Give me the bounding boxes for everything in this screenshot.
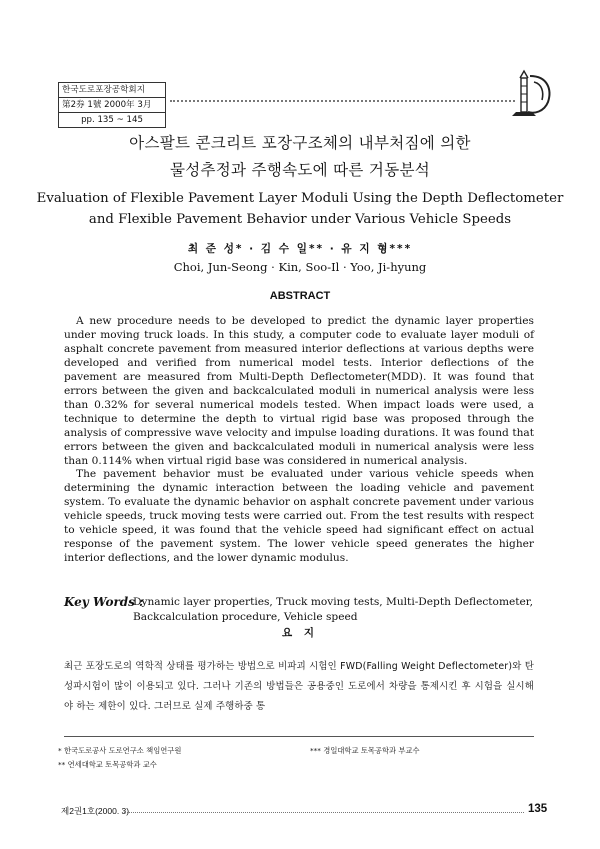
footnote-author-1: * 한국도로공사 도로연구소 책임연구원	[58, 746, 182, 755]
journal-pages: pp. 135 ~ 145	[81, 115, 143, 125]
keywords	[64, 595, 539, 624]
journal-name: 한국도로포장공학회지	[59, 83, 165, 98]
title-korean	[0, 130, 600, 184]
footnote-divider	[64, 736, 534, 737]
abstract-paragraph: A new procedure needs to be developed to predict the dynamic layer properties under moving truck loads. In this study, a computer code to evaluate layer moduli of asphalt concrete pavement from measured interior deflections at various depths were developed and verified from numerical model tests. Interior deflections of the pavement are measured from Multi-Depth Deflectometer(MDD). It was found that errors between the given and backcalculated moduli in numerical analysis were less than 0.32% for several numerical models tested. When impact loads were used, a technique to determine the depth to virtual rigid base was proposed through the analysis of compressive wave velocity and impulse loading durations. It was found that errors between the given and backcalculated moduli in numerical analysis were less than 0.114% when virtual rigid base was considered in numerical analysis.	[64, 315, 534, 467]
title-korean-text: 아스팔트 콘크리트 포장구조체의 내부처짐에 의한 물성추정과 주행속도에 따른 거동분석	[129, 134, 471, 179]
title-english-text: Evaluation of Flexible Pavement Layer Moduli Using the Depth Deflectometer and Flexible Pavement Behavior under Various Vehicle Speeds	[36, 191, 564, 227]
header-dotted-rule	[170, 100, 515, 102]
authors-korean: 최 준 성* · 김 수 일** · 유 지 형***	[187, 243, 413, 255]
abstract-heading: ABSTRACT	[269, 290, 331, 302]
summary-heading: 요 지	[282, 627, 318, 639]
footnote-author-2: ** 연세대학교 토목공학과 교수	[58, 760, 157, 769]
title-english	[0, 188, 600, 230]
journal-logo-icon	[508, 68, 554, 118]
footer-dotted-rule	[124, 812, 524, 813]
page-number: 135	[528, 803, 548, 815]
journal-volume: 第2券 1號 2000年 3月	[59, 98, 165, 113]
journal-info-box	[58, 82, 166, 128]
abstract-paragraph: The pavement behavior must be evaluated under various vehicle speeds when determining the dynamic interaction between the loading vehicle and pavement system. To evaluate the dynamic behavior on asphalt concrete pavement under various vehicle speeds, truck moving tests were carried out. From the test results with respect to vehicle speed, it was found that the vehicle speed had significant effect on actual response of the pavement system. The lower vehicle speed generates the higher interior deflections, and the lower dynamic modulus.	[64, 468, 534, 565]
keywords-text: Dynamic layer properties, Truck moving tests, Multi-Depth Deflectometer, Backcalculation procedure, Vehicle speed	[133, 596, 534, 623]
summary-body: 최근 포장도로의 역학적 상태를 평가하는 방법으로 비파괴 시험인 FWD(Falling Weight Deflectometer)와 탄성파시험이 많이 이용되고 있다. 그러나 기존의 방법들은 공용중인 도로에서 차량을 통제시킨 후 시험을 실시해야 하는 제한이 있다. 그러므로 실제 주행하중 통	[64, 661, 534, 712]
footer-issue: 제2권1호(2000. 3)	[61, 806, 130, 816]
authors-english: Choi, Jun-Seong · Kin, Soo-Il · Yoo, Ji-hyung	[173, 260, 427, 274]
footnote-author-3: *** 경일대학교 토목공학과 부교수	[310, 746, 420, 755]
abstract-body	[64, 315, 534, 566]
keywords-label: Key Words :	[64, 595, 144, 609]
